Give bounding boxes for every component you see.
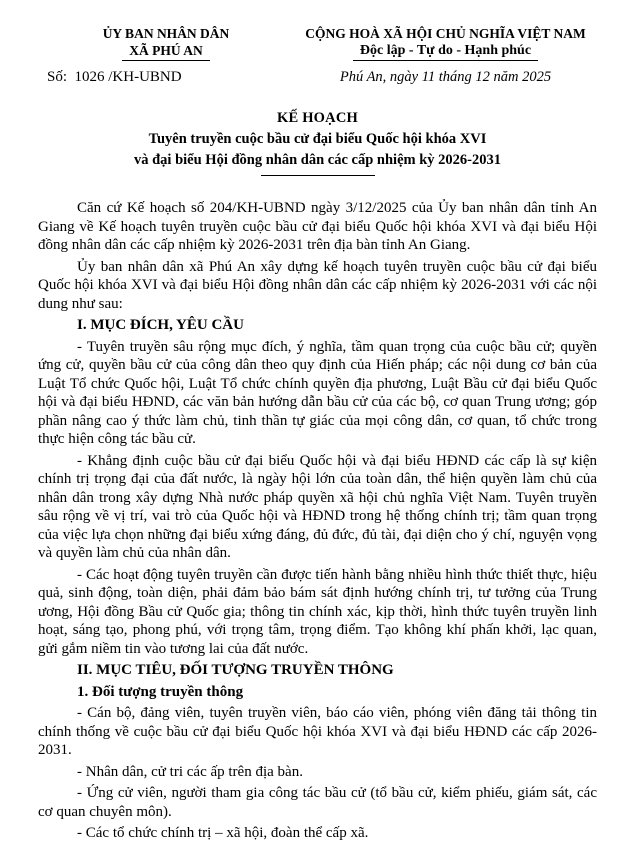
section-heading-1: I. MỤC ĐÍCH, YÊU CẦU [77,317,244,333]
title-divider [261,175,375,176]
doc-type-title: KẾ HOẠCH [277,110,358,126]
subsection-heading-1: 1. Đối tượng truyền thông [77,683,244,700]
paragraph-audience-4: - Các tổ chức chính trị – xã hội, đoàn thể cấp xã. [77,825,369,841]
section-heading-2: II. MỤC TIÊU, ĐỐI TƯỢNG TRUYỀN THÔNG [77,662,394,678]
issuing-authority-block [38,25,294,86]
country-name: CỘNG HOÀ XÃ HỘI CHỦ NGHĨA VIỆT NAM [305,26,586,41]
paragraph-purpose-1: - Tuyên truyền sâu rộng mục đích, ý nghĩa, tầm quan trọng của cuộc bầu cử; quyền ứng cử, quyền bầu cử của công dân theo quy định của Hiến pháp; các nội dung cơ bản của Luật Tổ chức Quốc hội, Luật Tổ chức chính quyền địa phương, Luật Bầu cử đại biểu Quốc hội và đại biểu HĐND, các văn bản hướng dẫn bầu cử của các bộ, cơ quan Trung ương; góp phần nâng cao ý thức làm chủ, tinh thần tự giác của mọi công dân, cơ quan, tổ chức trong thực hiện công tác bầu cử. [38,338,597,447]
paragraph-legal-basis: Căn cứ Kế hoạch số 204/KH-UBND ngày 3/12/2025 của Ủy ban nhân dân tỉnh An Giang về Kế hoạch tuyên truyền cuộc bầu cử đại biểu Quốc hội khóa XVI và đại biểu Hội đồng nhân dân các cấp nhiệm kỳ 2026-2031 trên địa bàn tỉnh An Giang. [38,200,597,253]
national-motto-block [294,25,597,86]
national-motto [294,42,597,61]
title-subject-line1: Tuyên truyền cuộc bầu cử đại biểu Quốc hội khóa XVI [148,131,487,147]
org-name: ỦY BAN NHÂN DÂN [102,26,230,41]
document-title [38,108,597,176]
paragraph-audience-2: - Nhân dân, cử tri các ấp trên địa bàn. [77,763,303,780]
place-date: Phú An, ngày 11 tháng 12 năm 2025 [339,69,552,85]
national-motto-underlined: Độc lập - Tự do - Hạnh phúc [353,42,538,61]
paragraph-purpose-2: - Khẳng định cuộc bầu cử đại biểu Quốc hội và đại biểu HĐND các cấp là sự kiện chính trị trọng đại của đất nước, là ngày hội lớn của toàn dân, thể hiện quyền làm chủ của nhân dân trong xây dựng Nhà nước pháp quyền xã hội chủ nghĩa Việt Nam. Tuyên truyền sâu rộng về vị trí, vai trò của Quốc hội và HĐND trong hệ thống chính trị; tầm quan trọng của việc lựa chọn những đại biểu xứng đáng, đủ đức, đủ tài, đại diện cho ý chí, nguyện vọng và quyền làm chủ của nhân dân. [38,452,597,561]
document-header [38,25,597,86]
paragraph-intro: Ủy ban nhân dân xã Phú An xây dựng kế hoạch tuyên truyền cuộc bầu cử đại biểu Quốc hội khóa XVI và đại biểu Hội đồng nhân dân các cấp nhiệm kỳ 2026-2031 với các nội dung như sau: [38,258,597,312]
paragraph-purpose-3: - Các hoạt động tuyên truyền cần được tiến hành bằng nhiều hình thức thiết thực, hiệu quả, sinh động, toàn diện, phải đảm bảo bám sát định hướng chính trị, tư tưởng của Trung ương, Hội đồng Bầu cử Quốc gia; thông tin chính xác, kịp thời, hình thức tuyên truyền linh hoạt, sáng tạo, phong phú, với trọng tâm, trọng điểm. Tạo không khí phấn khởi, lạc quan, gửi gắm niềm tin vào tương lai của đất nước. [38,566,597,657]
paragraph-audience-3: - Ứng cử viên, người tham gia công tác bầu cử (tổ bầu cử, kiểm phiếu, giám sát, các cơ quan chuyên môn). [38,785,597,820]
org-unit-underlined: XÃ PHÚ AN [122,42,210,61]
document-body [38,199,597,843]
org-unit [38,42,294,61]
doc-number: Số: 1026 /KH-UBND [47,69,182,85]
paragraph-audience-1: - Cán bộ, đảng viên, tuyên truyền viên, báo cáo viên, phóng viên đăng tải thông tin chính thống về cuộc bầu cử đại biểu Quốc hội khóa XVI và đại biểu HĐND các cấp 2026-2031. [38,705,597,758]
title-subject-line2: và đại biểu Hội đồng nhân dân các cấp nhiệm kỳ 2026-2031 [133,152,501,168]
